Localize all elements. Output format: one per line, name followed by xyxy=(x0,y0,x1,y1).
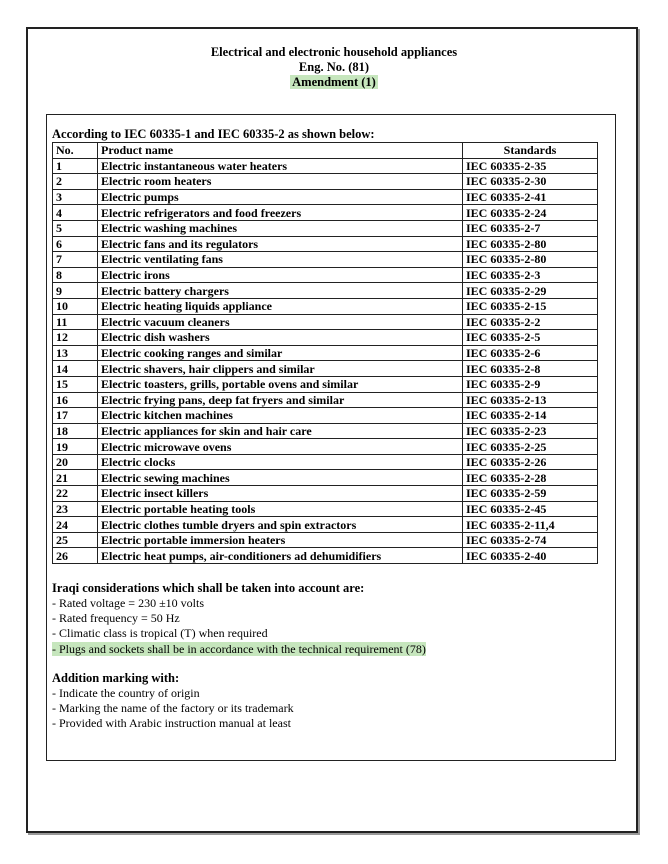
cell-product-name: Electric battery chargers xyxy=(98,283,463,299)
cell-no: 13 xyxy=(53,345,98,361)
cell-product-name: Electric refrigerators and food freezers xyxy=(98,205,463,221)
cell-product-name: Electric dish washers xyxy=(98,330,463,346)
cell-no: 3 xyxy=(53,189,98,205)
cell-no: 24 xyxy=(53,517,98,533)
cell-product-name: Electric ventilating fans xyxy=(98,252,463,268)
table-row xyxy=(53,174,598,190)
table-row xyxy=(53,252,598,268)
cell-standard: IEC 60335-2-9 xyxy=(463,376,598,392)
list-item: - Rated voltage = 230 ±10 volts xyxy=(52,596,204,610)
cell-product-name: Electric kitchen machines xyxy=(98,408,463,424)
table-row xyxy=(53,205,598,221)
cell-standard: IEC 60335-2-41 xyxy=(463,189,598,205)
table-row xyxy=(53,501,598,517)
cell-product-name: Electric cooking ranges and similar xyxy=(98,345,463,361)
table-row xyxy=(53,314,598,330)
table-row xyxy=(53,283,598,299)
list-item-highlighted: - Plugs and sockets shall be in accordance with the technical requirement (78) xyxy=(52,641,426,656)
cell-product-name: Electric heating liquids appliance xyxy=(98,298,463,314)
table-row xyxy=(53,330,598,346)
cell-no: 26 xyxy=(53,548,98,564)
table-row xyxy=(53,439,598,455)
cell-product-name: Electric clothes tumble dryers and spin extractors xyxy=(98,517,463,533)
cell-product-name: Electric washing machines xyxy=(98,220,463,236)
cell-no: 2 xyxy=(53,174,98,190)
cell-no: 14 xyxy=(53,361,98,377)
cell-standard: IEC 60335-2-2 xyxy=(463,314,598,330)
cell-standard: IEC 60335-2-30 xyxy=(463,174,598,190)
cell-product-name: Electric appliances for skin and hair care xyxy=(98,423,463,439)
cell-standard: IEC 60335-2-5 xyxy=(463,330,598,346)
table-row xyxy=(53,470,598,486)
cell-standard: IEC 60335-2-80 xyxy=(463,252,598,268)
cell-no: 21 xyxy=(53,470,98,486)
cell-no: 18 xyxy=(53,423,98,439)
cell-no: 8 xyxy=(53,267,98,283)
cell-standard: IEC 60335-2-6 xyxy=(463,345,598,361)
table-row xyxy=(53,189,598,205)
cell-no: 4 xyxy=(53,205,98,221)
cell-standard: IEC 60335-2-28 xyxy=(463,470,598,486)
cell-no: 23 xyxy=(53,501,98,517)
cell-standard: IEC 60335-2-26 xyxy=(463,454,598,470)
table-row xyxy=(53,345,598,361)
header-no: No. xyxy=(53,143,98,159)
cell-product-name: Electric microwave ovens xyxy=(98,439,463,455)
cell-product-name: Electric instantaneous water heaters xyxy=(98,158,463,174)
cell-product-name: Electric fans and its regulators xyxy=(98,236,463,252)
addition-marking-title: Addition marking with: xyxy=(52,671,180,685)
cell-no: 11 xyxy=(53,314,98,330)
cell-standard: IEC 60335-2-23 xyxy=(463,423,598,439)
cell-product-name: Electric frying pans, deep fat fryers and similar xyxy=(98,392,463,408)
cell-no: 10 xyxy=(53,298,98,314)
table-row xyxy=(53,423,598,439)
cell-standard: IEC 60335-2-59 xyxy=(463,486,598,502)
list-item: - Climatic class is tropical (T) when required xyxy=(52,626,268,641)
cell-standard: IEC 60335-2-80 xyxy=(463,236,598,252)
cell-no: 9 xyxy=(53,283,98,299)
header-standards: Standards xyxy=(463,143,598,159)
cell-product-name: Electric room heaters xyxy=(98,174,463,190)
cell-standard: IEC 60335-2-7 xyxy=(463,220,598,236)
table-row xyxy=(53,361,598,377)
table-row xyxy=(53,220,598,236)
cell-standard: IEC 60335-2-14 xyxy=(463,408,598,424)
cell-no: 5 xyxy=(53,220,98,236)
cell-product-name: Electric clocks xyxy=(98,454,463,470)
cell-standard: IEC 60335-2-15 xyxy=(463,298,598,314)
amendment-label: Amendment (1) xyxy=(292,75,376,89)
table-row xyxy=(53,158,598,174)
list-item: - Provided with Arabic instruction manual at least xyxy=(52,716,291,731)
table-row xyxy=(53,486,598,502)
table-row xyxy=(53,408,598,424)
cell-no: 6 xyxy=(53,236,98,252)
standards-table xyxy=(52,142,598,564)
cell-no: 12 xyxy=(53,330,98,346)
table-row xyxy=(53,517,598,533)
cell-no: 20 xyxy=(53,454,98,470)
table-row xyxy=(53,532,598,548)
cell-no: 17 xyxy=(53,408,98,424)
iraqi-considerations-list xyxy=(52,596,426,657)
document-title: Electrical and electronic household appliances xyxy=(210,45,458,59)
cell-standard: IEC 60335-2-24 xyxy=(463,205,598,221)
cell-standard: IEC 60335-2-45 xyxy=(463,501,598,517)
list-item: - Indicate the country of origin xyxy=(52,686,200,700)
cell-product-name: Electric vacuum cleaners xyxy=(98,314,463,330)
cell-standard: IEC 60335-2-40 xyxy=(463,548,598,564)
cell-no: 7 xyxy=(53,252,98,268)
cell-standard: IEC 60335-2-3 xyxy=(463,267,598,283)
list-item: - Rated frequency = 50 Hz xyxy=(52,611,180,626)
cell-product-name: Electric portable immersion heaters xyxy=(98,532,463,548)
table-row xyxy=(53,548,598,564)
list-item: - Marking the name of the factory or its trademark xyxy=(52,701,294,716)
cell-standard: IEC 60335-2-11,4 xyxy=(463,517,598,533)
table-row xyxy=(53,392,598,408)
intro-text: According to IEC 60335-1 and IEC 60335-2 as shown below: xyxy=(52,127,375,141)
addition-marking-list xyxy=(52,686,294,732)
table-row xyxy=(53,298,598,314)
cell-standard: IEC 60335-2-8 xyxy=(463,361,598,377)
cell-no: 19 xyxy=(53,439,98,455)
table-row xyxy=(53,267,598,283)
header-product-name: Product name xyxy=(98,143,463,159)
cell-product-name: Electric heat pumps, air-conditioners ad dehumidifiers xyxy=(98,548,463,564)
cell-standard: IEC 60335-2-35 xyxy=(463,158,598,174)
cell-standard: IEC 60335-2-29 xyxy=(463,283,598,299)
table-row xyxy=(53,376,598,392)
table-row xyxy=(53,236,598,252)
cell-no: 25 xyxy=(53,532,98,548)
cell-product-name: Electric portable heating tools xyxy=(98,501,463,517)
cell-no: 1 xyxy=(53,158,98,174)
document-header xyxy=(0,45,668,90)
cell-standard: IEC 60335-2-25 xyxy=(463,439,598,455)
eng-number: Eng. No. (81) xyxy=(298,60,370,74)
table-header-row xyxy=(53,143,598,159)
cell-product-name: Electric sewing machines xyxy=(98,470,463,486)
cell-product-name: Electric irons xyxy=(98,267,463,283)
cell-product-name: Electric insect killers xyxy=(98,486,463,502)
cell-no: 22 xyxy=(53,486,98,502)
table-row xyxy=(53,454,598,470)
iraqi-considerations-title: Iraqi considerations which shall be taken into account are: xyxy=(52,581,365,595)
cell-product-name: Electric shavers, hair clippers and similar xyxy=(98,361,463,377)
cell-standard: IEC 60335-2-13 xyxy=(463,392,598,408)
cell-no: 15 xyxy=(53,376,98,392)
cell-product-name: Electric toasters, grills, portable ovens and similar xyxy=(98,376,463,392)
cell-product-name: Electric pumps xyxy=(98,189,463,205)
cell-no: 16 xyxy=(53,392,98,408)
cell-standard: IEC 60335-2-74 xyxy=(463,532,598,548)
